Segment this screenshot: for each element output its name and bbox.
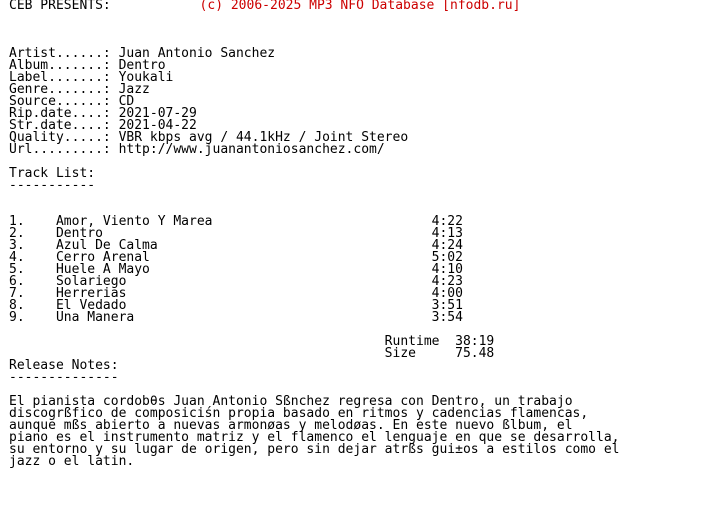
notes-line: El pianista cordobθs Juan Antonio Sßnchez regresa con Dentro, un trabajo	[9, 394, 573, 409]
nfodb-credit: (c) 2006-2025 MP3 NFO Database [nfodb.ru]	[199, 0, 521, 13]
info-quality: Quality.....: VBR kbps avg / 44.1kHz / Joint Stereo	[9, 130, 409, 145]
blank-line	[9, 192, 619, 204]
notes-line: piano es el instrumento matriz y el flamenco el lenguaje en que se desarrolla,	[9, 430, 620, 445]
track-row: 9. Una Manera 3:54	[9, 310, 463, 325]
nfo-document	[9, 0, 619, 468]
track-row: 3. Azul De Calma 4:24	[9, 238, 463, 253]
tracklist-title: Track List:	[9, 166, 96, 181]
track-row: 8. El Vedado 3:51	[9, 298, 463, 313]
notes-title: Release Notes:	[9, 358, 119, 373]
runtime-line: Runtime 38:19	[9, 334, 495, 349]
info-str-date: Str.date....: 2021-04-22	[9, 118, 197, 133]
notes-line: su entorno y su lugar de origen, pero sin dejar atrßs gui±os a estilos como el	[9, 442, 620, 457]
info-album: Album.......: Dentro	[9, 58, 166, 73]
notes-line: jazz o el latin.	[9, 454, 135, 469]
track-row: 6. Solariego 4:23	[9, 274, 463, 289]
tracklist-rule: -----------	[9, 178, 96, 193]
info-rip-date: Rip.date....: 2021-07-29	[9, 106, 197, 121]
track-row: 4. Cerro Arenal 5:02	[9, 250, 463, 265]
blank-line	[9, 12, 619, 24]
info-url: Url.........: http://www.juanantoniosanchez.com/	[9, 142, 385, 157]
notes-rule: --------------	[9, 370, 119, 385]
info-source: Source......: CD	[9, 94, 135, 109]
track-row: 5. Huele A Mayo 4:10	[9, 262, 463, 277]
blank-line	[9, 24, 619, 36]
notes-line: aunque mßs abierto a nuevas armonøas y melodøas. En este nuevo ßlbum, el	[9, 418, 573, 433]
track-row: 2. Dentro 4:13	[9, 226, 463, 241]
track-row: 7. Herrerias 4:00	[9, 286, 463, 301]
info-label: Label.......: Youkali	[9, 70, 174, 85]
notes-line: discogrßfico de composiciśn propia basado en ritmos y cadencias flamencas,	[9, 406, 589, 421]
size-line: Size 75.48	[9, 346, 495, 361]
blank-line	[9, 156, 619, 168]
info-genre: Genre.......: Jazz	[9, 82, 150, 97]
header-text: CEB PRESENTS:	[9, 0, 111, 13]
info-artist: Artist......: Juan Antonio Sanchez	[9, 46, 276, 61]
track-row: 1. Amor, Viento Y Marea 4:22	[9, 214, 463, 229]
